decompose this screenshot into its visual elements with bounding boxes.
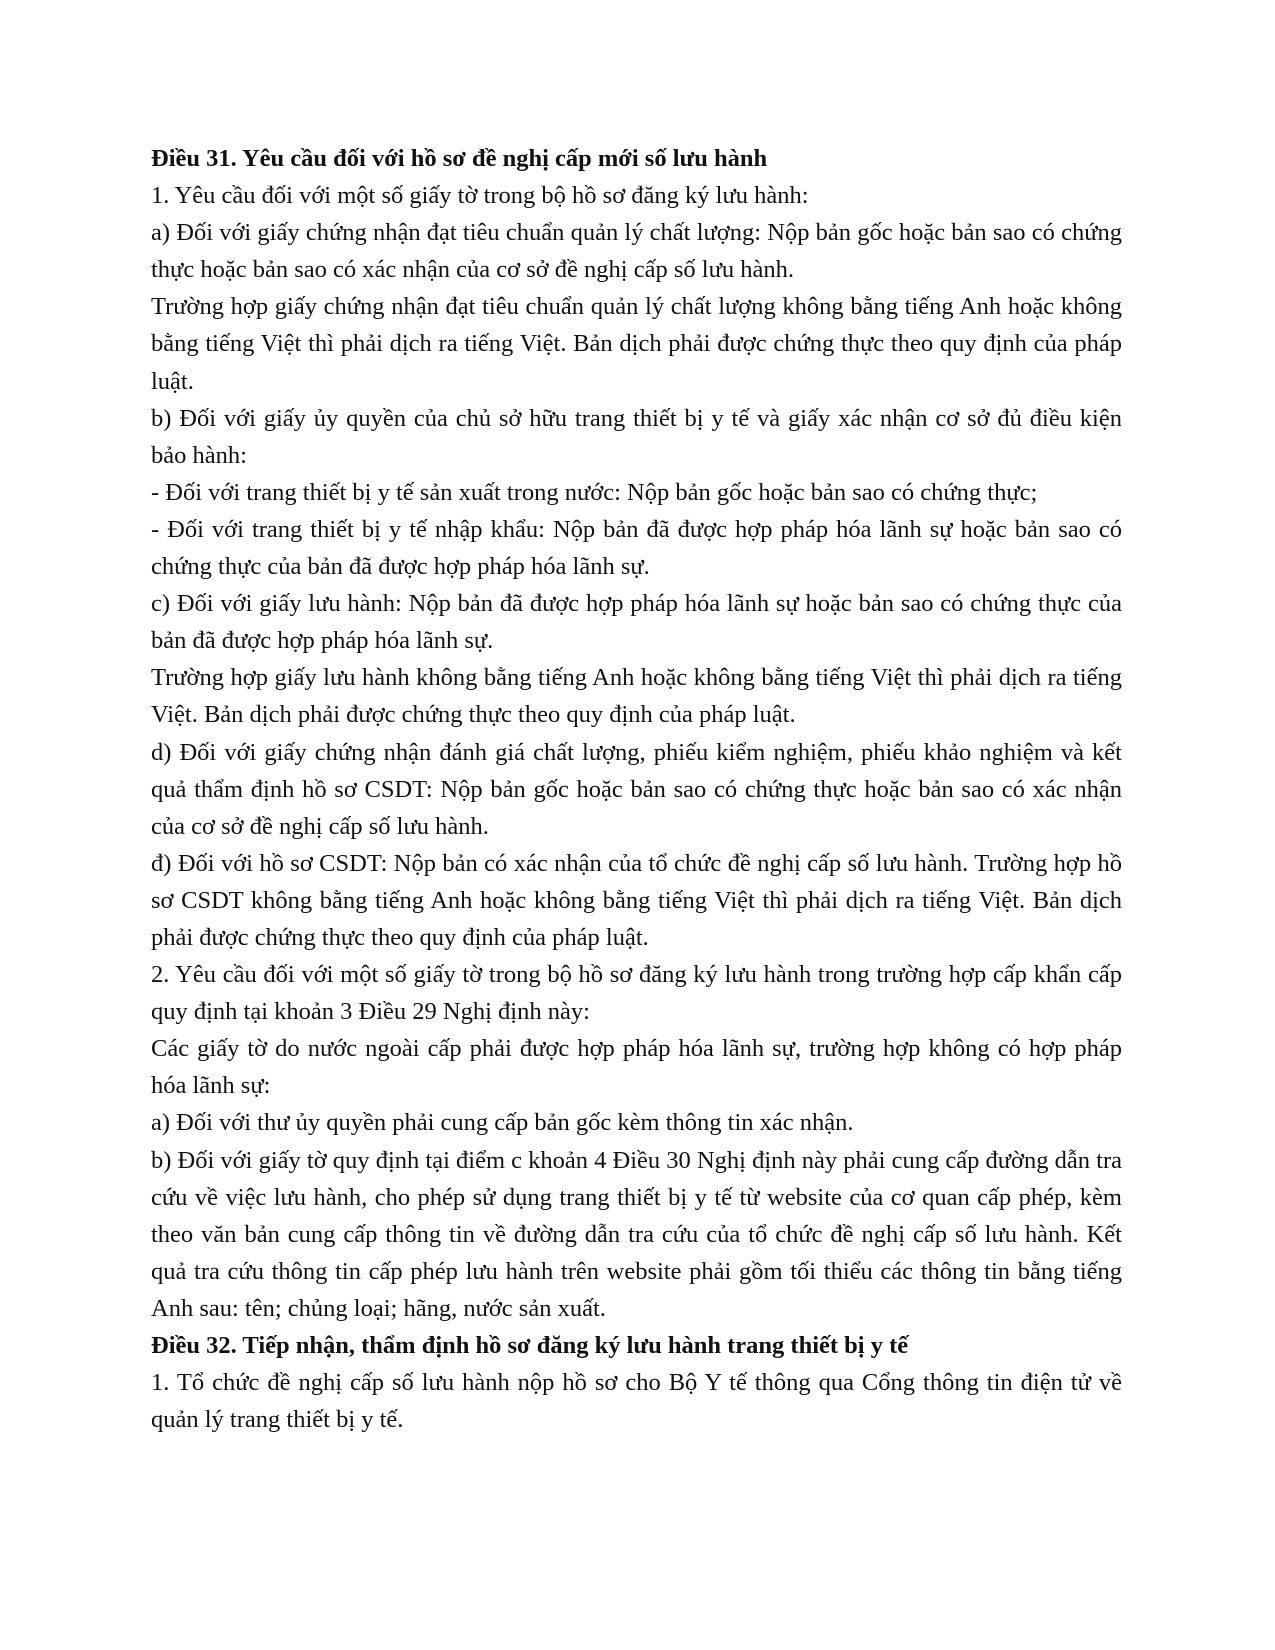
article-31-clause-1: 1. Yêu cầu đối với một số giấy tờ trong bộ hồ sơ đăng ký lưu hành: [151,182,809,210]
article-31-clause-2-intro: Các giấy tờ do nước ngoài cấp phải được hợp pháp hóa lãnh sự, trường hợp không có hợp pháp hóa lãnh sự: [151,1035,1122,1100]
document-page [151,140,1122,1438]
article-32-heading: Điều 32. Tiếp nhận, thẩm định hồ sơ đăng ký lưu hành trang thiết bị y tế [151,1332,909,1359]
article-31-point-c-note: Trường hợp giấy lưu hành không bằng tiếng Anh hoặc không bằng tiếng Việt thì phải dịch ra tiếng Việt. Bản dịch phải được chứng thực theo quy định của pháp luật. [151,664,1122,729]
article-31-point-a: a) Đối với giấy chứng nhận đạt tiêu chuẩn quản lý chất lượng: Nộp bản gốc hoặc bản sao có chứng thực hoặc bản sao có xác nhận của cơ sở đề nghị cấp số lưu hành. [151,219,1122,284]
article-31-point-b-domestic: - Đối với trang thiết bị y tế sản xuất trong nước: Nộp bản gốc hoặc bản sao có chứng thực; [151,478,1038,506]
article-31-point-a-note: Trường hợp giấy chứng nhận đạt tiêu chuẩn quản lý chất lượng không bằng tiếng Anh hoặc không bằng tiếng Việt thì phải dịch ra tiếng Việt. Bản dịch phải được chứng thực theo quy định của pháp luật. [151,293,1122,395]
article-31-heading: Điều 31. Yêu cầu đối với hồ sơ đề nghị cấp mới số lưu hành [151,145,768,172]
article-31-clause-2-point-a: a) Đối với thư ủy quyền phải cung cấp bản gốc kèm thông tin xác nhận. [151,1109,854,1137]
article-31-point-d: d) Đối với giấy chứng nhận đánh giá chất lượng, phiếu kiểm nghiệm, phiếu khảo nghiệm và kết quả thẩm định hồ sơ CSDT: Nộp bản gốc hoặc bản sao có chứng thực hoặc bản sao có xác nhận của cơ sở đề nghị cấp số lưu hành. [151,738,1122,840]
article-31-point-b-import: - Đối với trang thiết bị y tế nhập khẩu: Nộp bản đã được hợp pháp hóa lãnh sự hoặc bản sao có chứng thực của bản đã được hợp pháp hóa lãnh sự. [151,515,1122,581]
article-32-clause-1: 1. Tổ chức đề nghị cấp số lưu hành nộp hồ sơ cho Bộ Y tế thông qua Cổng thông tin điện tử về quản lý trang thiết bị y tế. [151,1369,1122,1434]
article-31-clause-2: 2. Yêu cầu đối với một số giấy tờ trong bộ hồ sơ đăng ký lưu hành trong trường hợp cấp khẩn cấp quy định tại khoản 3 Điều 29 Nghị định này: [151,961,1122,1026]
article-31-point-b: b) Đối với giấy ủy quyền của chủ sở hữu trang thiết bị y tế và giấy xác nhận cơ sở đủ điều kiện bảo hành: [151,404,1122,469]
article-31-clause-2-point-b: b) Đối với giấy tờ quy định tại điểm c khoản 4 Điều 30 Nghị định này phải cung cấp đường dẫn tra cứu về việc lưu hành, cho phép sử dụng trang thiết bị y tế từ website của cơ quan cấp phép, kèm theo văn bản cung cấp thông tin về đường dẫn tra cứu của tổ chức đề nghị cấp số lưu hành. Kết quả tra cứu thông tin cấp phép lưu hành trên website phải gồm tối thiểu các thông tin bằng tiếng Anh sau: tên; chủng loại; hãng, nước sản xuất. [151,1146,1122,1322]
article-31-point-dd: đ) Đối với hồ sơ CSDT: Nộp bản có xác nhận của tổ chức đề nghị cấp số lưu hành. Trường hợp hồ sơ CSDT không bằng tiếng Anh hoặc không bằng tiếng Việt thì phải dịch ra tiếng Việt. Bản dịch phải được chứng thực theo quy định của pháp luật. [151,849,1122,951]
article-31-point-c: c) Đối với giấy lưu hành: Nộp bản đã được hợp pháp hóa lãnh sự hoặc bản sao có chứng thực của bản đã được hợp pháp hóa lãnh sự. [151,590,1122,655]
